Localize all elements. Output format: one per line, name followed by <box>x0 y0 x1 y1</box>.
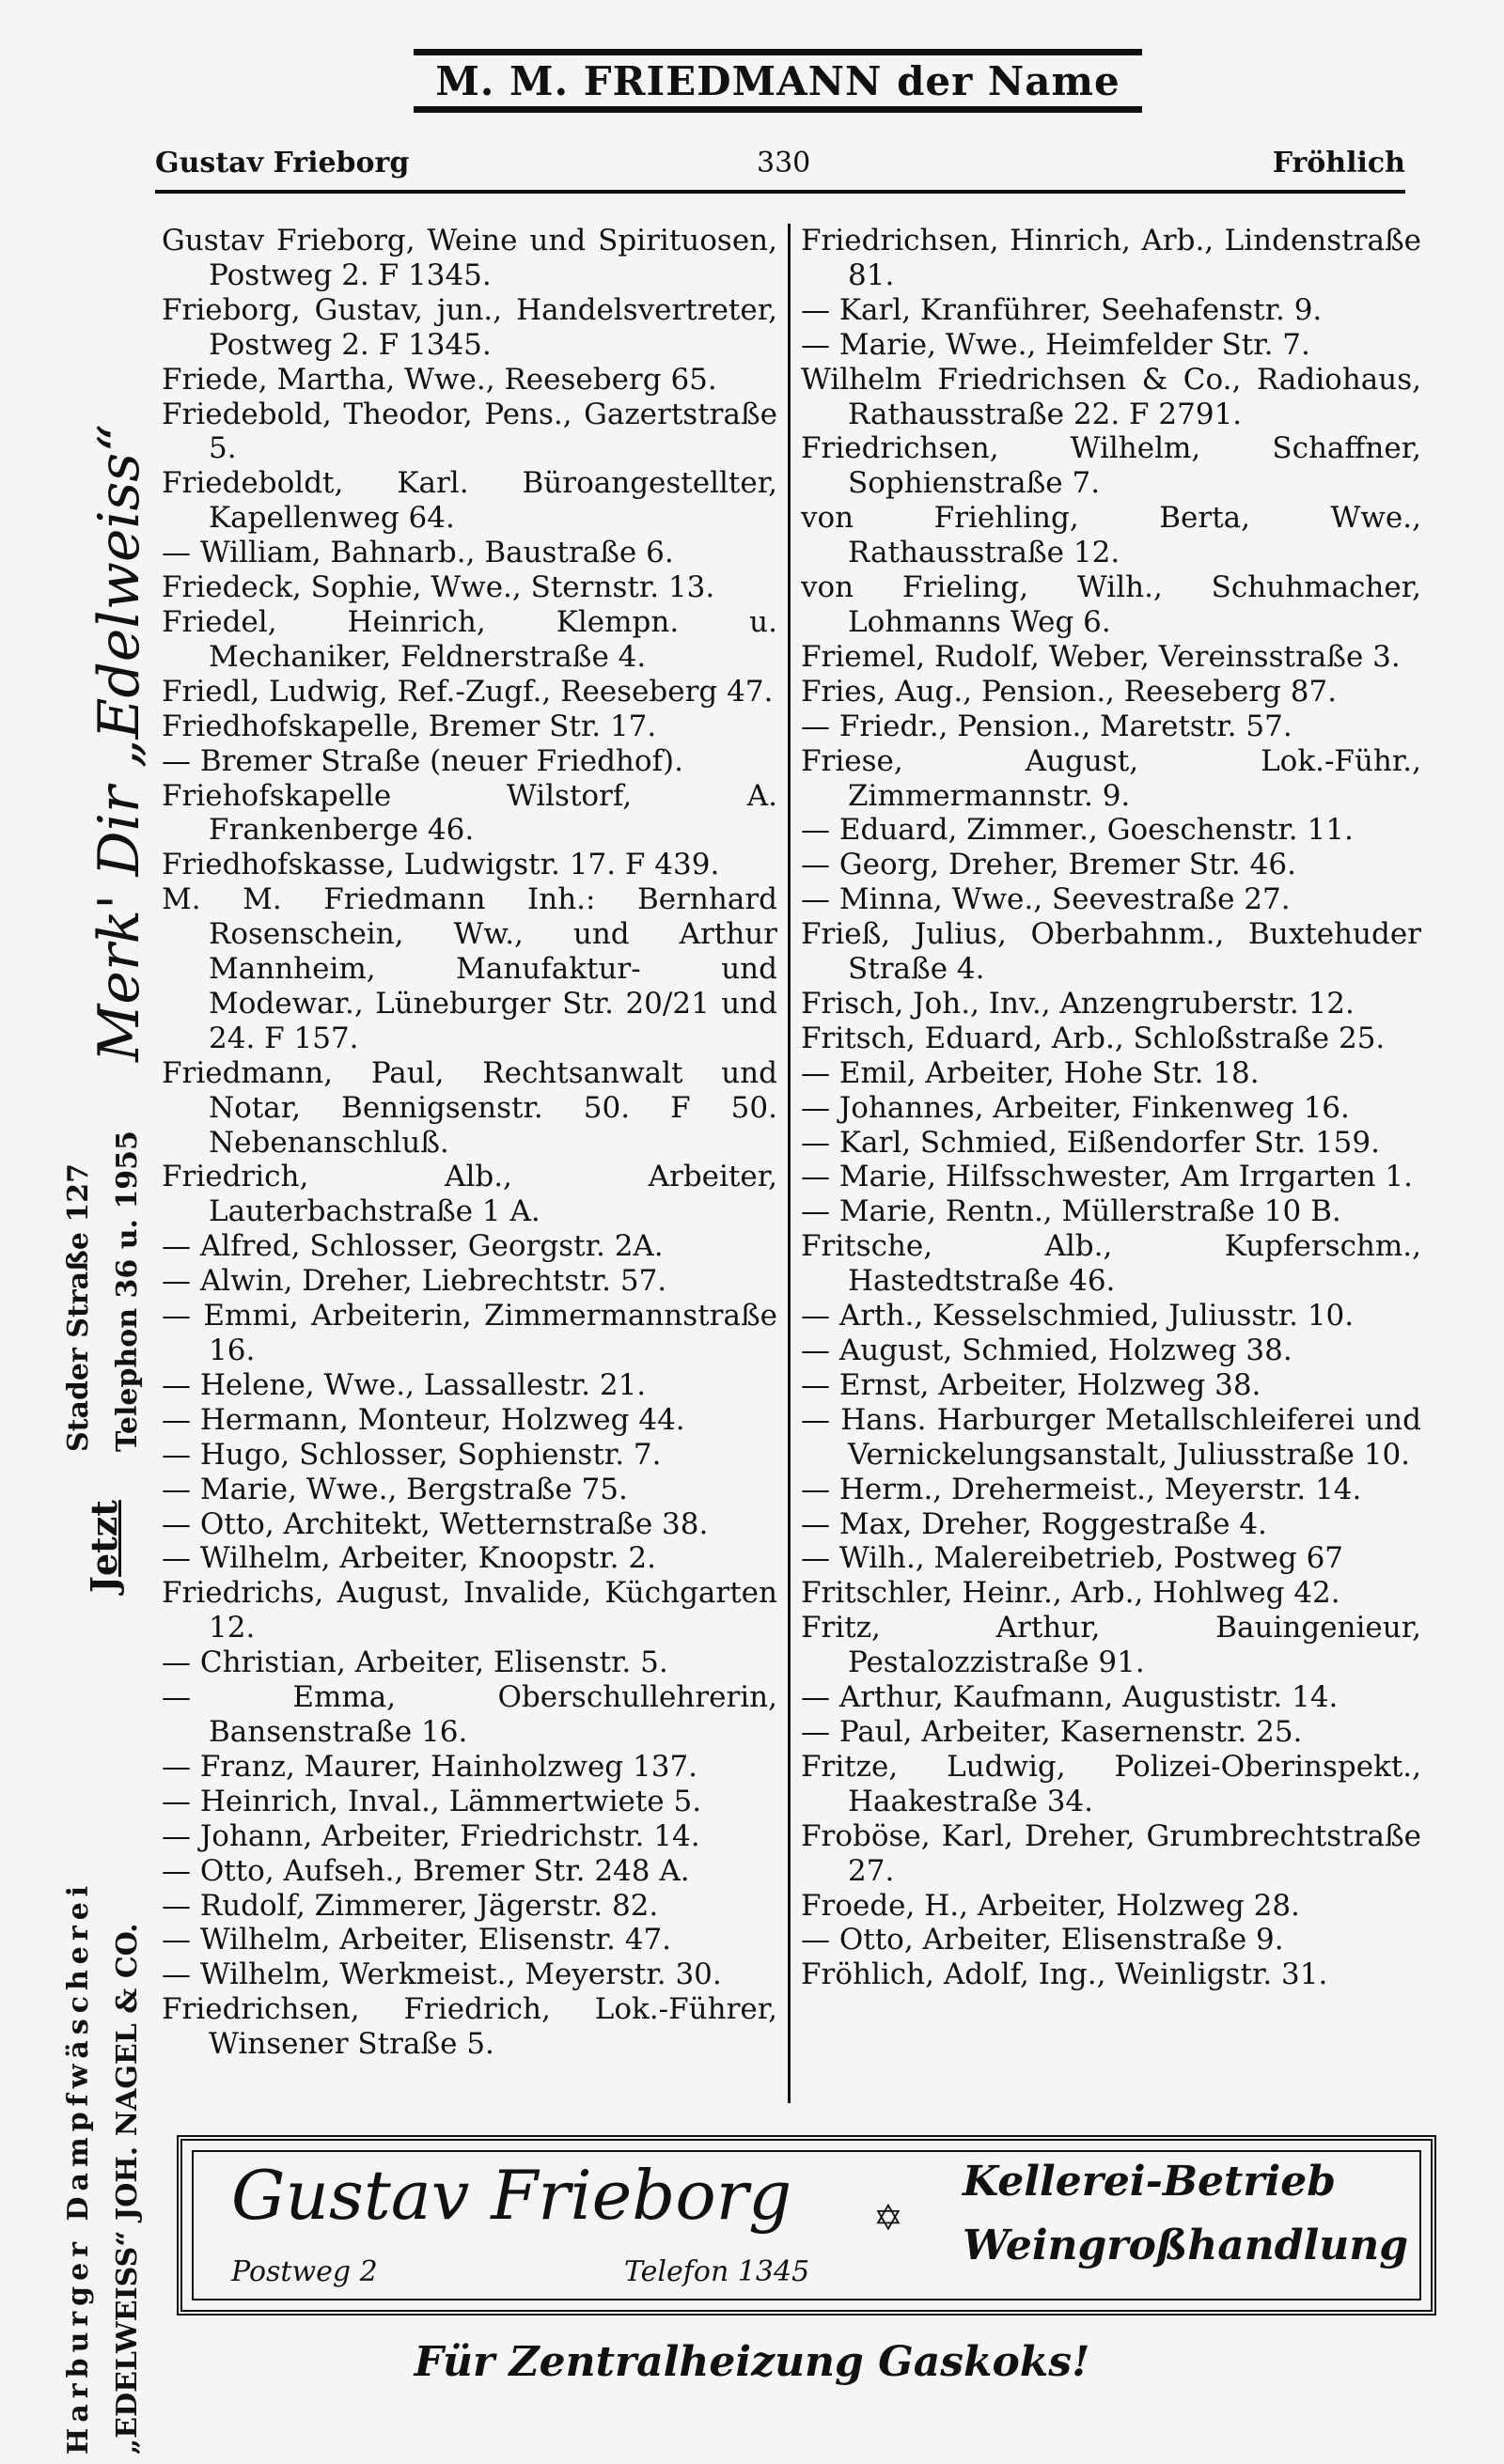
directory-entry: — Karl, Kranführer, Seehafenstr. 9. <box>801 292 1323 327</box>
directory-entry: Wilhelm Friedrichsen & Co., Radiohaus, Rathausstraße 22. F 2791. <box>801 362 1421 431</box>
directory-entry: — Arth., Kesselschmied, Juliusstr. 10. <box>801 1299 1355 1333</box>
directory-entry: Fröhlich, Adolf, Ing., Weinligstr. 31. <box>801 1957 1328 1992</box>
directory-entry: — Marie, Rentn., Müllerstraße 10 B. <box>801 1194 1341 1229</box>
directory-entry: — Georg, Dreher, Bremer Str. 46. <box>801 848 1296 882</box>
column-divider <box>788 224 791 2103</box>
directory-entry: Frisch, Joh., Inv., Anzengruberstr. 12. <box>801 986 1355 1021</box>
star-icon: ✡ <box>873 2197 903 2238</box>
side-ad-address: Stader Straße 127 <box>62 1163 95 1452</box>
directory-entry: — Max, Dreher, Roggestraße 4. <box>801 1506 1267 1541</box>
directory-entry: Fritz, Arthur, Bauingenieur, Pestalozzistraße 91. <box>801 1611 1421 1680</box>
directory-entry: — William, Bahnarb., Baustraße 6. <box>162 536 674 570</box>
directory-entry: — Wilh., Malereibetrieb, Postweg 67 <box>801 1541 1344 1576</box>
directory-entry: — Karl, Schmied, Eißendorfer Str. 159. <box>801 1125 1380 1160</box>
directory-entry: — Emil, Arbeiter, Hohe Str. 18. <box>801 1055 1260 1090</box>
side-ad-now: Jetzt <box>83 1500 125 1593</box>
directory-entry: Friedrich, Alb., Arbeiter, Lauterbachstraße 1 A. <box>162 1160 777 1229</box>
directory-entry: — Hermann, Monteur, Holzweg 44. <box>162 1402 685 1437</box>
directory-entry: Fritsch, Eduard, Arb., Schloßstraße 25. <box>801 1021 1386 1055</box>
directory-entry: — Emma, Oberschullehrerin, Bansenstraße 16. <box>162 1680 777 1749</box>
directory-entry: — Bremer Straße (neuer Friedhof). <box>162 743 683 778</box>
running-head-right: Fröhlich <box>1272 147 1405 179</box>
side-ad-company: Harburger Dampfwäscherei <box>62 1879 95 2455</box>
directory-entry: — Arthur, Kaufmann, Augustistr. 14. <box>801 1680 1339 1715</box>
side-ad-slogan: Merk' Dir „Edelweiss“ <box>86 424 152 1062</box>
directory-entry: — Johann, Arbeiter, Friedrichstr. 14. <box>162 1818 700 1853</box>
directory-entry: — Rudolf, Zimmerer, Jägerstr. 82. <box>162 1888 659 1923</box>
directory-entry: Friedrichsen, Hinrich, Arb., Lindenstraße 81. <box>801 224 1421 292</box>
side-ad-owner: „EDELWEISS“ JOH. NAGEL & CO. <box>111 1923 144 2455</box>
directory-entry: Friedrichsen, Wilhelm, Schaffner, Sophienstraße 7. <box>801 431 1421 501</box>
directory-entry: Friedhofskasse, Ludwigstr. 17. F 439. <box>162 848 720 882</box>
advert-street: Postweg 2 <box>231 2255 378 2288</box>
directory-entry: Fritsche, Alb., Kupferschm., Hastedtstraße 46. <box>801 1229 1421 1299</box>
directory-entry: — Alfred, Schlosser, Georgstr. 2A. <box>162 1229 664 1264</box>
directory-entry: — Marie, Wwe., Heimfelder Str. 7. <box>801 327 1310 362</box>
directory-entry: — Franz, Maurer, Hainholzweg 137. <box>162 1749 698 1784</box>
directory-entry: — Hugo, Schlosser, Sophienstr. 7. <box>162 1437 662 1472</box>
directory-entry: Friedmann, Paul, Rechtsanwalt und Notar, Bennigsenstr. 50. F 50. Nebenanschluß. <box>162 1055 777 1160</box>
directory-entry: von Frieling, Wilh., Schuhmacher, Lohmanns Weg 6. <box>801 570 1421 639</box>
directory-entry: — Emmi, Arbeiterin, Zimmermannstraße 16. <box>162 1299 777 1367</box>
directory-entry: Fries, Aug., Pension., Reeseberg 87. <box>801 674 1338 709</box>
directory-entry: — Helene, Wwe., Lassallestr. 21. <box>162 1367 647 1402</box>
directory-entry: Froböse, Karl, Dreher, Grumbrechtstraße 27. <box>801 1818 1421 1888</box>
directory-entry: — Wilhelm, Werkmeist., Meyerstr. 30. <box>162 1957 722 1992</box>
running-head-left: Gustav Frieborg <box>155 147 410 179</box>
right-column <box>801 224 1421 1992</box>
directory-entry: — Marie, Hilfsschwester, Am Irrgarten 1. <box>801 1160 1413 1194</box>
banner-text: M. M. FRIEDMANN der Name <box>435 57 1120 104</box>
directory-entry: — Otto, Architekt, Wetternstraße 38. <box>162 1506 709 1541</box>
directory-entry: — Ernst, Arbeiter, Holzweg 38. <box>801 1367 1261 1402</box>
header-rule <box>155 190 1405 194</box>
directory-entry: Friemel, Rudolf, Weber, Vereinsstraße 3. <box>801 639 1401 674</box>
left-column <box>162 224 777 2062</box>
directory-entry: — Herm., Drehermeist., Meyerstr. 14. <box>801 1472 1362 1506</box>
directory-entry: Friedrichs, August, Invalide, Küchgarten 12. <box>162 1576 777 1645</box>
top-banner <box>414 49 1142 113</box>
advert-phone: Telefon 1345 <box>624 2255 810 2288</box>
directory-entry: Fritze, Ludwig, Polizei-Oberinspekt., Haakestraße 34. <box>801 1749 1421 1818</box>
directory-entry: Friedrichsen, Friedrich, Lok.-Führer, Winsener Straße 5. <box>162 1992 777 2062</box>
directory-entry: M. M. Friedmann Inh.: Bernhard Rosenschein, Ww., und Arthur Mannheim, Manufaktur- und Modewar., Lüneburger Str. 20/21 und 24. F 157. <box>162 882 777 1055</box>
directory-entry: — Otto, Aufseh., Bremer Str. 248 A. <box>162 1853 690 1888</box>
advert-line-2: Weingroßhandlung <box>963 2222 1408 2269</box>
directory-entry: — Wilhelm, Arbeiter, Elisenstr. 47. <box>162 1923 672 1957</box>
directory-entry: — Eduard, Zimmer., Goeschenstr. 11. <box>801 813 1354 848</box>
directory-entry: Froede, H., Arbeiter, Holzweg 28. <box>801 1888 1300 1923</box>
directory-entry: — Minna, Wwe., Seevestraße 27. <box>801 882 1291 917</box>
directory-entry: Friedhofskapelle, Bremer Str. 17. <box>162 709 657 743</box>
directory-entry: Frieborg, Gustav, jun., Handelsvertreter, Postweg 2. F 1345. <box>162 292 777 362</box>
directory-entry: — Wilhelm, Arbeiter, Knoopstr. 2. <box>162 1541 656 1576</box>
directory-entry: von Friehling, Berta, Wwe., Rathausstraße 12. <box>801 501 1421 570</box>
directory-entry: Frieß, Julius, Oberbahnm., Buxtehuder Straße 4. <box>801 917 1421 987</box>
running-head <box>155 139 1405 190</box>
directory-entry: Friedeboldt, Karl. Büroangestellter, Kapellenweg 64. <box>162 466 777 536</box>
directory-entry: Friedl, Ludwig, Ref.-Zugf., Reeseberg 47. <box>162 674 774 709</box>
advertisement-box <box>177 2135 1436 2316</box>
directory-entry: — Marie, Wwe., Bergstraße 75. <box>162 1472 628 1506</box>
page-number: 330 <box>757 147 811 179</box>
directory-entry: — Christian, Arbeiter, Elisenstr. 5. <box>162 1645 668 1680</box>
directory-entry: — Paul, Arbeiter, Kasernenstr. 25. <box>801 1714 1303 1749</box>
directory-entry: Gustav Frieborg, Weine und Spirituosen, Postweg 2. F 1345. <box>162 224 777 292</box>
directory-entry: Friede, Martha, Wwe., Reeseberg 65. <box>162 362 717 397</box>
directory-entry: — Heinrich, Inval., Lämmertwiete 5. <box>162 1784 702 1818</box>
directory-entry: — August, Schmied, Holzweg 38. <box>801 1333 1292 1367</box>
advert-line-1: Kellerei-Betrieb <box>963 2158 1337 2206</box>
bottom-slogan: Für Zentralheizung Gaskoks! <box>414 2338 1090 2386</box>
side-ad-phone: Telephon 36 u. 1955 <box>111 1131 144 1452</box>
directory-entry: — Hans. Harburger Metallschleiferei und Vernickelungsanstalt, Juliusstraße 10. <box>801 1402 1421 1472</box>
directory-entry: Friedeck, Sophie, Wwe., Sternstr. 13. <box>162 570 715 605</box>
directory-entry: Friehofskapelle Wilstorf, A. Frankenberge 46. <box>162 778 777 848</box>
directory-entry: Friedel, Heinrich, Klempn. u. Mechaniker, Feldnerstraße 4. <box>162 604 777 674</box>
directory-entry: — Johannes, Arbeiter, Finkenweg 16. <box>801 1090 1350 1125</box>
advert-name: Gustav Frieborg <box>231 2156 792 2235</box>
directory-entry: Friese, August, Lok.-Führ., Zimmermannstr. 9. <box>801 743 1421 813</box>
directory-entry: Friedebold, Theodor, Pens., Gazertstraße 5. <box>162 397 777 466</box>
directory-entry: — Friedr., Pension., Maretstr. 57. <box>801 709 1292 743</box>
directory-entry: Fritschler, Heinr., Arb., Hohlweg 42. <box>801 1576 1340 1611</box>
directory-entry: — Alwin, Dreher, Liebrechtstr. 57. <box>162 1264 667 1299</box>
directory-entry: — Otto, Arbeiter, Elisenstraße 9. <box>801 1923 1284 1957</box>
